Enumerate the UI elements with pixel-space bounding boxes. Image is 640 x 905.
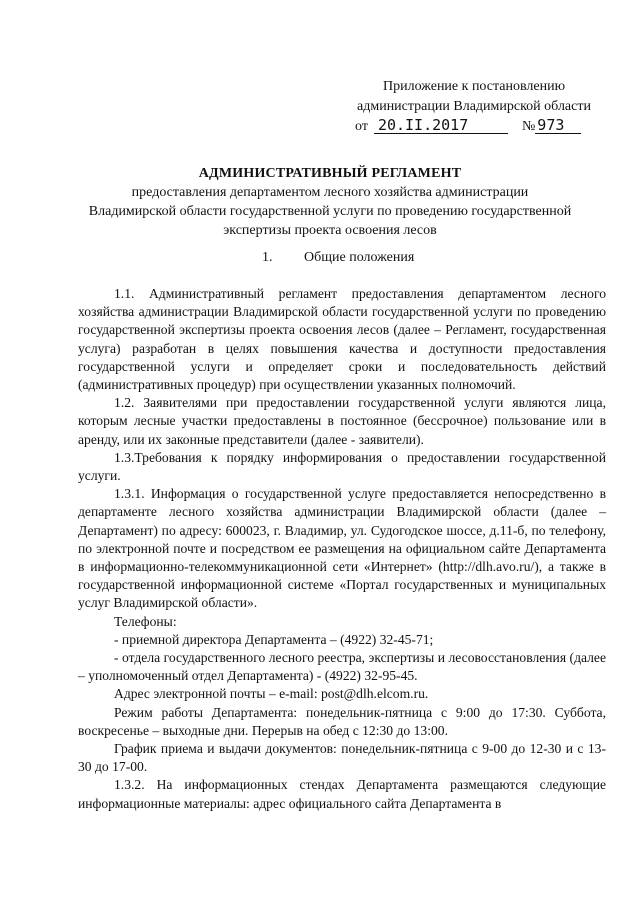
appendix-from-label: от bbox=[355, 119, 368, 134]
phone-department: - отдела государственного лесного реестра, экспертизы и лесовосстановления (далее – уполномоченный отдел Департамента) - (4922) 32-95-45. bbox=[78, 650, 606, 684]
phone-reception: - приемной директора Департамента – (4922) 32-45-71; bbox=[114, 631, 434, 647]
appendix-block bbox=[355, 77, 615, 137]
appendix-date: 20.II.2017 bbox=[374, 117, 508, 134]
email-address: Адрес электронной почты – e-mail: post@dlh.elcom.ru. bbox=[114, 686, 429, 702]
section-heading bbox=[262, 248, 414, 267]
paragraph-1-3: 1.3.Требования к порядку информирования о предоставлении государственной услуги. bbox=[78, 449, 606, 484]
appendix-line-2: администрации Владимирской области bbox=[357, 99, 591, 114]
appendix-date-number-line bbox=[355, 117, 615, 137]
document-schedule: График приема и выдачи документов: понедельник-пятница с 9-00 до 12-30 и с 13-30 до 17-00. bbox=[78, 741, 606, 775]
paragraph-1-3-1: 1.3.1. Информация о государственной услуге предоставляется непосредственно в департаменте лесного хозяйства администрации Владимирской области (далее – Департамент) по адресу: 600023, г. Владимир, ул. Судогодское шоссе, д.11-б, по телефону, по электронной почте и посредством ее размещения на официальном сайте Департамента в информационно-телекоммуникационной сети «Интернет» (http://dlh.avo.ru/), а также в государственной информационной системе «Портал государственных и муниципальных услуг Владимирской области». bbox=[78, 486, 606, 611]
section-title: Общие положения bbox=[304, 250, 415, 265]
section-number: 1. bbox=[262, 250, 273, 265]
paragraph-1-2: 1.2. Заявителями при предоставлении государственной услуги являются лица, которым лесные участки предоставлены в постоянное (бессрочное) пользование или в аренду, или их законные представители (далее - заявители). bbox=[78, 395, 606, 447]
paragraph-1-3-2: 1.3.2. На информационных стендах Департамента размещаются следующие информационные материалы: адрес официального сайта Департамента в bbox=[78, 777, 606, 811]
appendix-number: 973 bbox=[535, 117, 581, 134]
appendix-line-1: Приложение к постановлению bbox=[383, 79, 566, 94]
document-body bbox=[78, 285, 606, 813]
document-subtitle-line-3: экспертизы проекта освоения лесов bbox=[223, 223, 437, 238]
document-title: АДМИНИСТРАТИВНЫЙ РЕГЛАМЕНТ bbox=[198, 166, 462, 181]
document-title-block bbox=[70, 164, 590, 240]
document-subtitle-line-2: Владимирской области государственной услуги по проведению государственной bbox=[88, 204, 572, 219]
paragraph-1-1: 1.1. Административный регламент предоставления департаментом лесного хозяйства администрации Владимирской области государственной услуги по проведению государственной экспертизы проекта освоения лесов (далее – Регламент, государственная услуга) разработан в целях повышения качества и доступности предоставления государственной услуги и определяет сроки и последовательность действий (административных процедур) при осуществлении указанных полномочий. bbox=[78, 286, 606, 393]
working-hours: Режим работы Департамента: понедельник-пятница с 9:00 до 17:30. Суббота, воскресенье – выходные дни. Перерыв на обед с 12:30 до 13:00. bbox=[78, 704, 606, 738]
document-subtitle-line-1: предоставления департаментом лесного хозяйства администрации bbox=[131, 185, 529, 200]
appendix-number-label: № bbox=[521, 119, 536, 134]
phones-label: Телефоны: bbox=[114, 613, 177, 629]
